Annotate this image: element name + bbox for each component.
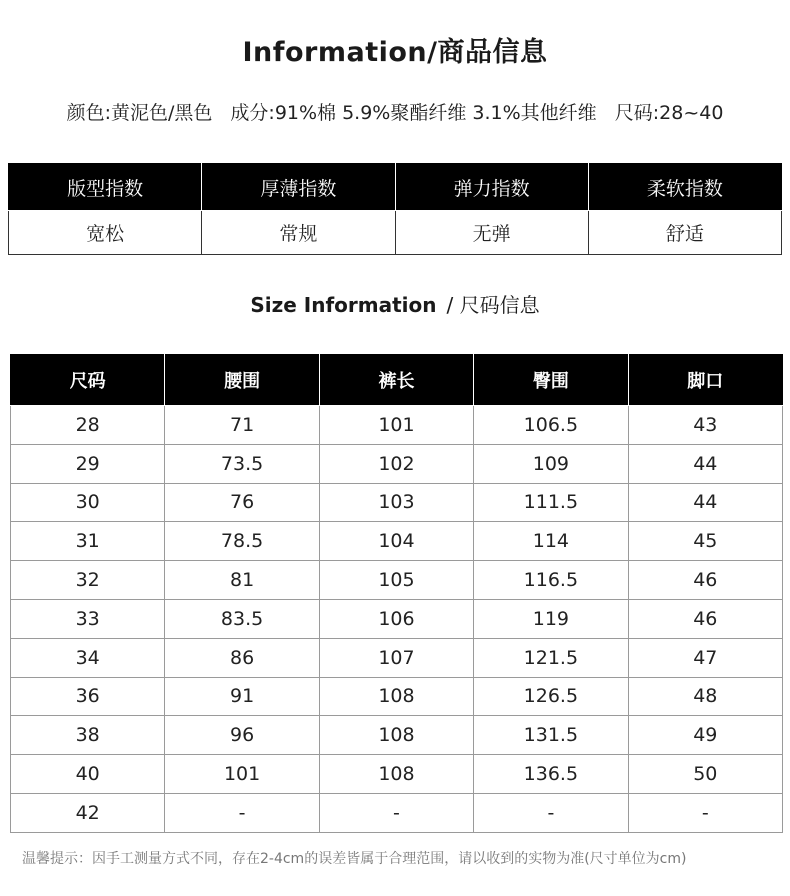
cell-hem: 45 (628, 522, 782, 561)
cell-waist: 101 (165, 755, 319, 794)
cell-hip: 116.5 (474, 561, 628, 600)
cell-hip: 119 (474, 599, 628, 638)
cell-length: 108 (319, 716, 473, 755)
table-row (11, 599, 783, 638)
cell-length: 108 (319, 677, 473, 716)
cell-hip: - (474, 793, 628, 832)
cell-size: 38 (11, 716, 165, 755)
header-hem: 脚口 (628, 355, 782, 406)
composition-spec: 成分:91%棉 5.9%聚酯纤维 3.1%其他纤维 (230, 102, 597, 124)
table-row (11, 716, 783, 755)
size-table (10, 354, 783, 833)
size-title-cn: / 尺码信息 (446, 293, 540, 317)
cell-hem: 48 (628, 677, 782, 716)
cell-waist: 78.5 (165, 522, 319, 561)
table-row (11, 638, 783, 677)
cell-size: 40 (11, 755, 165, 794)
header-length: 裤长 (319, 355, 473, 406)
table-row (11, 522, 783, 561)
cell-waist: 71 (165, 406, 319, 445)
cell-length: 102 (319, 444, 473, 483)
cell-waist: 91 (165, 677, 319, 716)
size-table-body (11, 406, 783, 833)
header-size: 尺码 (11, 355, 165, 406)
cell-length: 106 (319, 599, 473, 638)
attribute-header-row (9, 164, 782, 211)
cell-size: 28 (11, 406, 165, 445)
table-row (11, 444, 783, 483)
cell-waist: 86 (165, 638, 319, 677)
cell-size: 29 (11, 444, 165, 483)
size-title-en: Size Information (250, 293, 437, 317)
cell-waist: 73.5 (165, 444, 319, 483)
cell-size: 31 (11, 522, 165, 561)
cell-waist: 76 (165, 483, 319, 522)
cell-size: 34 (11, 638, 165, 677)
cell-hem: 44 (628, 483, 782, 522)
cell-hem: 46 (628, 599, 782, 638)
cell-length: 103 (319, 483, 473, 522)
header-waist: 腰围 (165, 355, 319, 406)
cell-size: 30 (11, 483, 165, 522)
size-range-spec: 尺码:28~40 (614, 102, 724, 124)
header-fit: 版型指数 (9, 164, 202, 211)
value-softness: 舒适 (588, 211, 781, 255)
value-fit: 宽松 (9, 211, 202, 255)
cell-hem: - (628, 793, 782, 832)
table-row (11, 677, 783, 716)
cell-length: 108 (319, 755, 473, 794)
cell-size: 42 (11, 793, 165, 832)
product-specs (0, 98, 790, 125)
cell-hem: 43 (628, 406, 782, 445)
cell-hip: 114 (474, 522, 628, 561)
cell-hip: 106.5 (474, 406, 628, 445)
cell-waist: - (165, 793, 319, 832)
attribute-value-row (9, 211, 782, 255)
cell-hem: 46 (628, 561, 782, 600)
table-row (11, 483, 783, 522)
cell-length: 101 (319, 406, 473, 445)
cell-length: 107 (319, 638, 473, 677)
table-row (11, 406, 783, 445)
cell-hip: 136.5 (474, 755, 628, 794)
table-row (11, 561, 783, 600)
cell-waist: 81 (165, 561, 319, 600)
cell-hem: 49 (628, 716, 782, 755)
cell-hem: 44 (628, 444, 782, 483)
cell-size: 33 (11, 599, 165, 638)
cell-hip: 121.5 (474, 638, 628, 677)
cell-waist: 96 (165, 716, 319, 755)
table-row (11, 793, 783, 832)
cell-size: 32 (11, 561, 165, 600)
header-hip: 臀围 (474, 355, 628, 406)
cell-hip: 109 (474, 444, 628, 483)
measurement-note: 温馨提示：因手工测量方式不同，存在2-4cm的误差皆属于合理范围，请以收到的实物为准(尺寸单位为cm) (22, 851, 687, 867)
cell-length: 104 (319, 522, 473, 561)
value-elasticity: 无弹 (395, 211, 588, 255)
header-softness: 柔软指数 (588, 164, 781, 211)
cell-waist: 83.5 (165, 599, 319, 638)
page-title: Information/商品信息 (242, 37, 548, 68)
size-section-title (0, 289, 790, 318)
header-thickness: 厚薄指数 (202, 164, 395, 211)
cell-length: - (319, 793, 473, 832)
cell-hip: 131.5 (474, 716, 628, 755)
header-elasticity: 弹力指数 (395, 164, 588, 211)
table-row (11, 755, 783, 794)
cell-length: 105 (319, 561, 473, 600)
value-thickness: 常规 (202, 211, 395, 255)
attribute-table (8, 163, 782, 255)
cell-size: 36 (11, 677, 165, 716)
cell-hip: 111.5 (474, 483, 628, 522)
color-spec: 颜色:黄泥色/黑色 (66, 102, 213, 124)
cell-hem: 50 (628, 755, 782, 794)
cell-hip: 126.5 (474, 677, 628, 716)
cell-hem: 47 (628, 638, 782, 677)
size-header-row (11, 355, 783, 406)
